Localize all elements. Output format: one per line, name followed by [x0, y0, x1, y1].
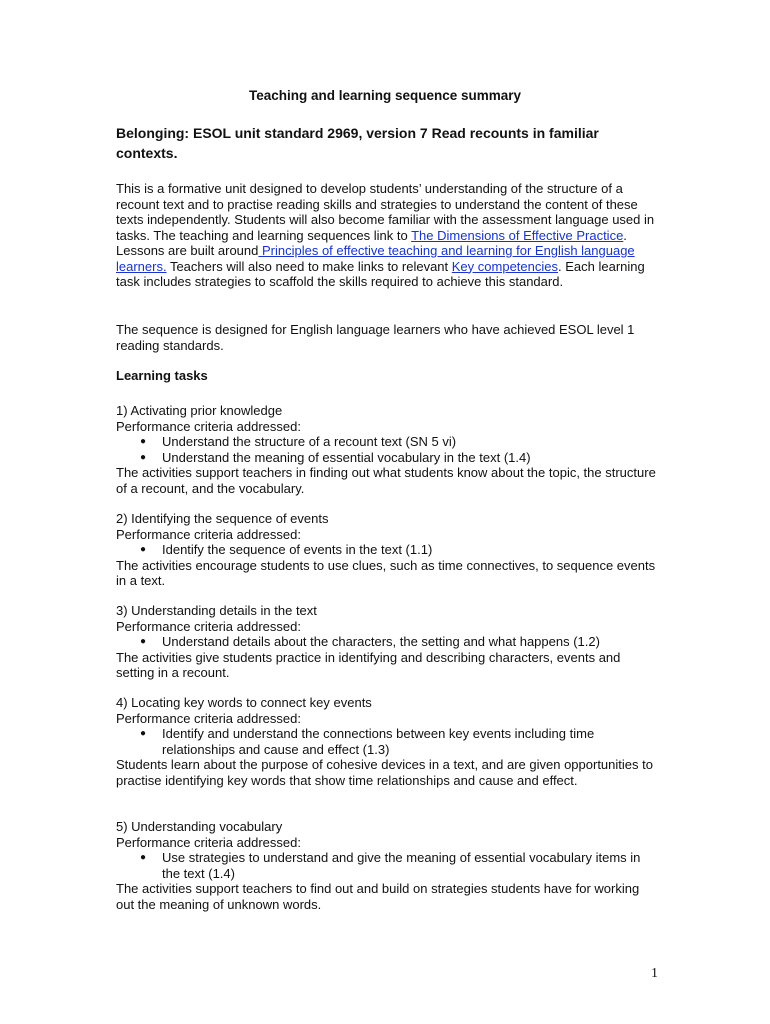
- sequence-note-text: The sequence is designed for English language learners who have achieved ESOL level 1 reading standards.: [116, 322, 635, 353]
- unit-heading: Belonging: ESOL unit standard 2969, version 7 Read recounts in familiar contexts.: [116, 125, 599, 161]
- intro-text-3: Teachers will also need to make links to relevant: [166, 258, 452, 274]
- task-description: The activities support teachers in finding out what students know about the topic, the structure of a recount, and the vocabulary.: [116, 465, 656, 496]
- criteria-label: Performance criteria addressed:: [116, 834, 301, 850]
- task-4: [116, 695, 656, 788]
- learning-tasks-heading: Learning tasks: [116, 368, 208, 383]
- intro-text-2: . Lessons are built around: [116, 227, 627, 258]
- task-description: Students learn about the purpose of cohesive devices in a text, and are given opportunities to practise identifying key words that show time relationships and cause and effect.: [116, 757, 653, 788]
- task-title: 1) Activating prior knowledge: [116, 403, 283, 418]
- intro-paragraph: [116, 181, 656, 290]
- criteria-item: ● Understand details about the characters, the setting and what happens (1.2): [140, 634, 600, 649]
- bullet-icon: ●: [140, 852, 147, 863]
- task-5: [116, 819, 656, 912]
- criteria-item: ● Identify and understand the connections between key events including time relationships and cause and effect (1.3): [140, 726, 595, 757]
- sequence-note: [116, 322, 656, 353]
- task-description: The activities encourage students to use clues, such as time connectives, to sequence events in a text.: [116, 557, 656, 588]
- criteria-label: Performance criteria addressed:: [116, 418, 301, 434]
- criteria-item: ● Use strategies to understand and give the meaning of essential vocabulary items in the text (1.4): [140, 850, 641, 881]
- task-3: [116, 603, 656, 681]
- task-2: [116, 511, 656, 589]
- task-title: 2) Identifying the sequence of events: [116, 511, 329, 526]
- criteria-label: Performance criteria addressed:: [116, 618, 301, 634]
- bullet-icon: ●: [140, 728, 147, 739]
- bullet-icon: ●: [140, 436, 147, 447]
- dimensions-effective-practice-link[interactable]: The Dimensions of Effective Practice: [411, 227, 624, 243]
- task-title: 3) Understanding details in the text: [116, 603, 317, 618]
- intro-text-4: . Each learning task includes strategies to scaffold the skills required to achieve this standard.: [116, 258, 645, 289]
- key-competencies-link[interactable]: Key competencies: [451, 258, 558, 274]
- criteria-label: Performance criteria addressed:: [116, 710, 301, 726]
- criteria-item: ● Understand the structure of a recount text (SN 5 vi): [140, 434, 457, 449]
- intro-text-1: This is a formative unit designed to develop students’ understanding of the structure of a recount text and to practise reading skills and strategies to understand the content of these texts independently. Students will also become familiar with the assessment language used in tasks. The teaching and learning sequences link to: [116, 181, 655, 243]
- bullet-icon: ●: [140, 544, 147, 555]
- task-description: The activities support teachers to find out and build on strategies students have for working out the meaning of unknown words.: [116, 881, 640, 912]
- criteria-item: ● Understand the meaning of essential vocabulary in the text (1.4): [140, 449, 531, 465]
- bullet-icon: ●: [140, 451, 147, 463]
- task-title: 4) Locating key words to connect key events: [116, 695, 372, 710]
- criteria-label: Performance criteria addressed:: [116, 526, 301, 542]
- task-1: [116, 403, 656, 496]
- bullet-icon: ●: [140, 636, 147, 647]
- task-title: 5) Understanding vocabulary: [116, 819, 283, 834]
- criteria-item: ● Identify the sequence of events in the text (1.1): [140, 542, 433, 557]
- page-number: 1: [651, 966, 658, 981]
- principles-effective-teaching-link[interactable]: Principles of effective teaching and learning for English language learners.: [116, 243, 635, 274]
- document-title: Teaching and learning sequence summary: [248, 88, 522, 103]
- task-description: The activities give students practice in identifying and describing characters, events and setting in a recount.: [116, 649, 621, 680]
